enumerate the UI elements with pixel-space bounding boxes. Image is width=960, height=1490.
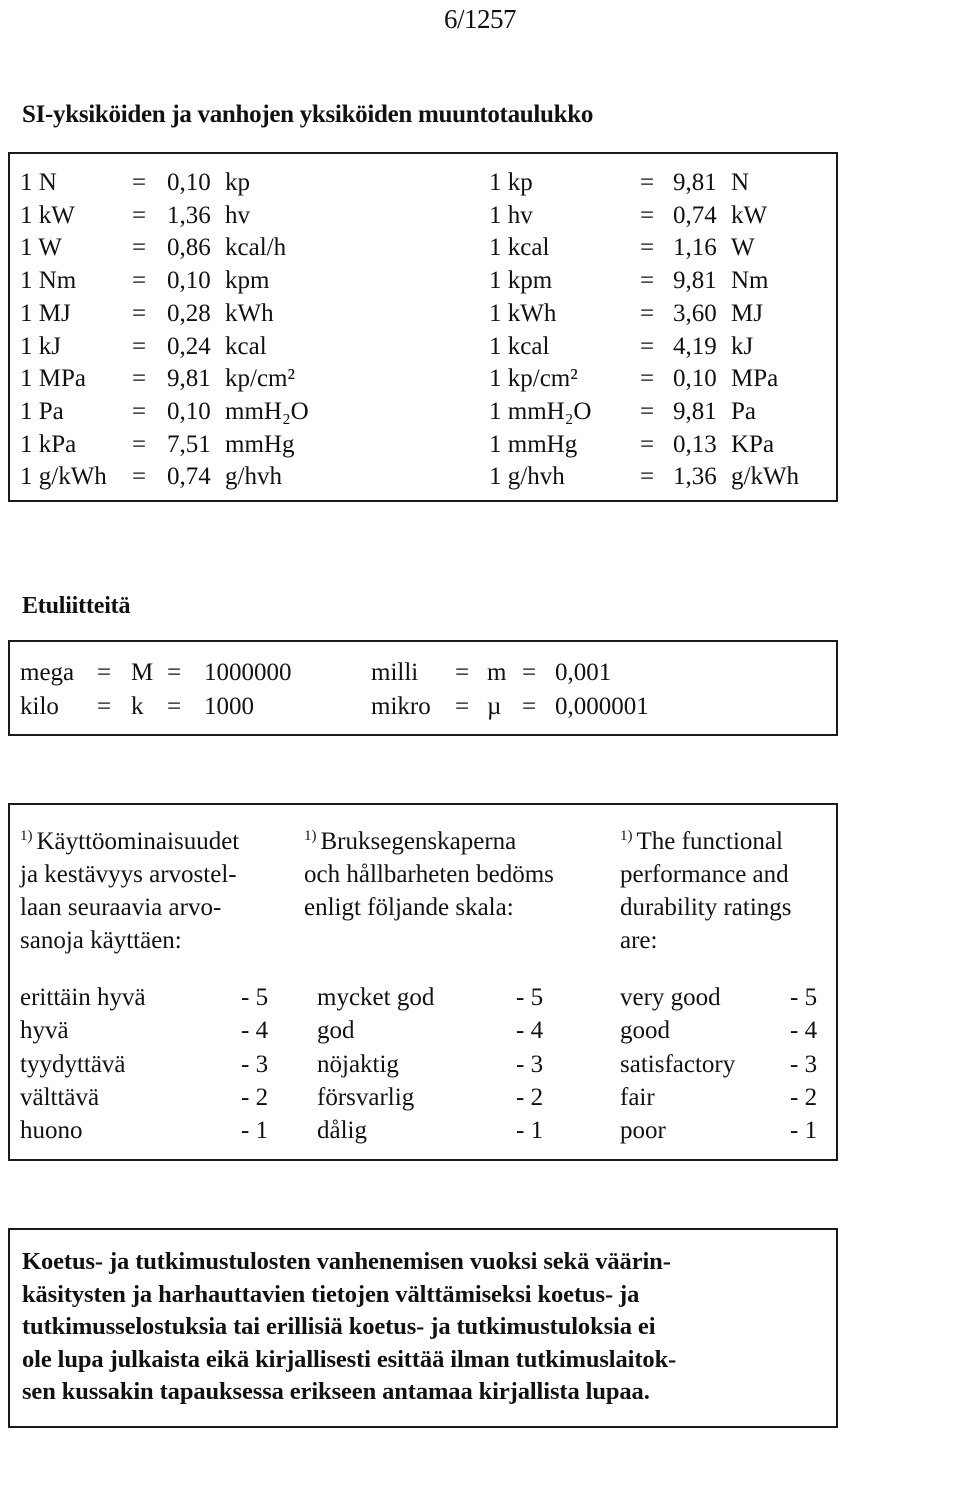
score: - 3: [241, 1050, 269, 1078]
unit: kcal: [225, 332, 267, 360]
rating-sv: nöjaktig: [317, 1050, 399, 1078]
prefix-symbol: m: [487, 659, 507, 686]
header-text: ja kestävyys arvostel-: [20, 861, 237, 888]
equals-sign: =: [132, 430, 147, 458]
equals-sign: =: [132, 299, 147, 327]
unit-lhs: 1 mmH₂O: [489, 397, 592, 425]
score: - 5: [241, 984, 269, 1011]
rating-en: very good: [620, 984, 721, 1011]
unit: kpm: [225, 267, 270, 295]
unit-lhs: 1 g/kWh: [20, 463, 107, 491]
score: - 4: [516, 1017, 544, 1045]
value: 1,36: [167, 201, 211, 229]
conversion-table-title: SI-yksiköiden ja vanhojen yksiköiden muuntotaulukko: [22, 101, 594, 128]
page-number: 6/1257: [443, 4, 516, 34]
unit: Pa: [731, 397, 756, 425]
value: 1,36: [673, 463, 717, 491]
value: 0,10: [167, 169, 211, 196]
unit: hv: [225, 201, 250, 229]
equals-sign: =: [97, 659, 112, 686]
unit-lhs: 1 N: [20, 169, 57, 196]
header-text: durability ratings: [620, 894, 792, 921]
notice-line: käsitysten ja harhauttavien tietojen välttämiseksi koetus- ja: [22, 1280, 640, 1308]
unit: g/kWh: [731, 463, 800, 491]
ratings-header-sv: [304, 820, 554, 924]
equals-sign: =: [132, 234, 147, 262]
unit: W: [731, 234, 755, 262]
ratings-header-fi: [20, 820, 239, 957]
unit: Nm: [731, 267, 769, 295]
prefix-symbol: µ: [487, 693, 502, 720]
score: - 3: [790, 1050, 818, 1078]
rating-fi: tyydyttävä: [20, 1050, 126, 1078]
score: - 2: [241, 1083, 269, 1111]
value: 0,74: [673, 201, 717, 229]
prefix-value: 0,000001: [555, 693, 649, 720]
header-line: [20, 820, 239, 858]
notice-line: ole lupa julkaista eikä kirjallisesti esittää ilman tutkimuslaitok-: [22, 1345, 677, 1373]
rating-sv: dålig: [317, 1117, 367, 1145]
unit: mmH₂O: [225, 397, 309, 425]
header-line: [304, 820, 554, 858]
equals-sign: =: [167, 659, 182, 686]
header-line: [304, 891, 554, 924]
rating-en: poor: [620, 1117, 666, 1145]
equals-sign: =: [455, 659, 470, 686]
value: 9,81: [167, 365, 211, 393]
unit-lhs: 1 MPa: [20, 365, 86, 393]
notice-line: tutkimusselostuksia tai erillisiä koetus- ja tutkimustuloksia ei: [22, 1313, 656, 1340]
prefixes-box: [8, 640, 838, 736]
notice-text: [22, 1246, 822, 1409]
unit-lhs: 1 g/hvh: [489, 463, 565, 491]
equals-sign: =: [640, 365, 655, 393]
rating-en: good: [620, 1017, 670, 1045]
equals-sign: =: [522, 659, 537, 686]
equals-sign: =: [640, 299, 655, 327]
equals-sign: =: [132, 463, 147, 491]
prefix-symbol: M: [131, 659, 154, 686]
value: 9,81: [673, 267, 717, 295]
header-line: [20, 858, 239, 891]
rating-sv: mycket god: [317, 984, 435, 1011]
unit-lhs: 1 kPa: [20, 430, 77, 458]
value: 0,13: [673, 430, 717, 458]
prefix-symbol: k: [131, 693, 144, 720]
rating-sv: försvarlig: [317, 1083, 415, 1111]
unit-lhs: 1 kp: [489, 169, 533, 196]
rating-fi: huono: [20, 1117, 83, 1145]
score: - 3: [516, 1050, 544, 1078]
unit-lhs: 1 Nm: [20, 267, 77, 295]
header-text: are:: [620, 927, 658, 954]
unit: kWh: [225, 299, 274, 327]
header-line: [620, 820, 792, 858]
score: - 2: [516, 1083, 544, 1111]
value: 0,10: [167, 267, 211, 295]
unit: kp: [225, 169, 250, 196]
unit: kcal/h: [225, 234, 287, 262]
equals-sign: =: [640, 234, 655, 262]
value: 0,10: [673, 365, 717, 393]
ratings-header-en: [620, 820, 792, 957]
header-text: enligt följande skala:: [304, 894, 514, 921]
unit-lhs: 1 hv: [489, 201, 533, 229]
header-line: [20, 891, 239, 924]
score: - 1: [790, 1117, 818, 1145]
score: - 1: [241, 1117, 269, 1145]
unit-lhs: 1 W: [20, 234, 62, 262]
rating-fi: välttävä: [20, 1083, 100, 1111]
equals-sign: =: [132, 397, 147, 425]
unit-lhs: 1 kWh: [489, 299, 557, 327]
score: - 5: [516, 984, 544, 1011]
prefix-name: kilo: [20, 693, 59, 720]
value: 7,51: [167, 430, 211, 458]
unit: mmHg: [225, 430, 295, 458]
prefix-value: 1000: [204, 693, 254, 720]
unit-lhs: 1 mmHg: [489, 430, 578, 458]
value: 9,81: [673, 169, 717, 196]
value: 0,74: [167, 463, 211, 491]
footnote-marker: 1): [304, 828, 317, 844]
unit-lhs: 1 kcal: [489, 332, 550, 360]
equals-sign: =: [132, 169, 147, 196]
unit-lhs: 1 Pa: [20, 397, 64, 425]
equals-sign: =: [97, 693, 112, 720]
equals-sign: =: [455, 693, 470, 720]
unit: kp/cm²: [225, 365, 295, 393]
rating-fi: erittäin hyvä: [20, 984, 146, 1011]
notice-line: sen kussakin tapauksessa erikseen antamaa kirjallista lupaa.: [22, 1378, 650, 1405]
unit-lhs: 1 kW: [20, 201, 75, 229]
header-line: [304, 858, 554, 891]
equals-sign: =: [640, 332, 655, 360]
equals-sign: =: [640, 430, 655, 458]
equals-sign: =: [640, 267, 655, 295]
footnote-marker: 1): [620, 828, 633, 844]
equals-sign: =: [640, 397, 655, 425]
equals-sign: =: [132, 201, 147, 229]
unit-lhs: 1 kcal: [489, 234, 550, 262]
score: - 4: [790, 1017, 818, 1045]
unit-lhs: 1 kJ: [20, 332, 61, 360]
header-text: laan seuraavia arvo-: [20, 894, 222, 921]
header-text: Käyttöominaisuudet: [36, 828, 240, 855]
prefix-name: mega: [20, 659, 75, 686]
unit: KPa: [731, 430, 775, 458]
header-text: The functional: [636, 828, 783, 855]
prefix-name: mikro: [371, 693, 431, 720]
prefixes-title: Etuliitteitä: [22, 593, 131, 619]
header-line: [20, 924, 239, 957]
prefix-value: 0,001: [555, 659, 612, 686]
unit-lhs: 1 kp/cm²: [489, 365, 578, 393]
header-text: sanoja käyttäen:: [20, 927, 182, 954]
unit: g/hvh: [225, 463, 282, 491]
equals-sign: =: [522, 693, 537, 720]
rating-sv: god: [317, 1017, 355, 1045]
value: 3,60: [673, 299, 717, 327]
prefix-name: milli: [371, 659, 419, 686]
notice-line: Koetus- ja tutkimustulosten vanhenemisen vuoksi sekä väärin-: [22, 1248, 671, 1275]
value: 1,16: [673, 234, 717, 262]
unit: MJ: [731, 299, 763, 327]
rating-en: satisfactory: [620, 1050, 736, 1078]
value: 0,10: [167, 397, 211, 425]
header-text: performance and: [620, 861, 789, 888]
footnote-marker: 1): [20, 828, 33, 844]
score: - 1: [516, 1117, 544, 1145]
equals-sign: =: [640, 463, 655, 491]
value: 0,24: [167, 332, 211, 360]
value: 0,28: [167, 299, 211, 327]
prefix-value: 1000000: [204, 659, 292, 686]
rating-en: fair: [620, 1083, 655, 1111]
equals-sign: =: [132, 267, 147, 295]
unit: kJ: [731, 332, 754, 360]
header-line: [620, 924, 792, 957]
unit-lhs: 1 MJ: [20, 299, 71, 327]
unit-lhs: 1 kpm: [489, 267, 553, 295]
score: - 2: [790, 1083, 818, 1111]
score: - 4: [241, 1017, 269, 1045]
header-text: Bruksegenskaperna: [320, 828, 517, 855]
header-text: och hållbarheten bedöms: [304, 861, 554, 888]
equals-sign: =: [640, 201, 655, 229]
value: 0,86: [167, 234, 211, 262]
header-line: [620, 891, 792, 924]
equals-sign: =: [640, 169, 655, 196]
rating-fi: hyvä: [20, 1017, 69, 1045]
value: 9,81: [673, 397, 717, 425]
header-line: [620, 858, 792, 891]
equals-sign: =: [167, 693, 182, 720]
value: 4,19: [673, 332, 717, 360]
equals-sign: =: [132, 365, 147, 393]
unit: kW: [731, 201, 768, 229]
score: - 5: [790, 984, 818, 1011]
unit: MPa: [731, 365, 779, 393]
equals-sign: =: [132, 332, 147, 360]
unit: N: [731, 169, 750, 196]
